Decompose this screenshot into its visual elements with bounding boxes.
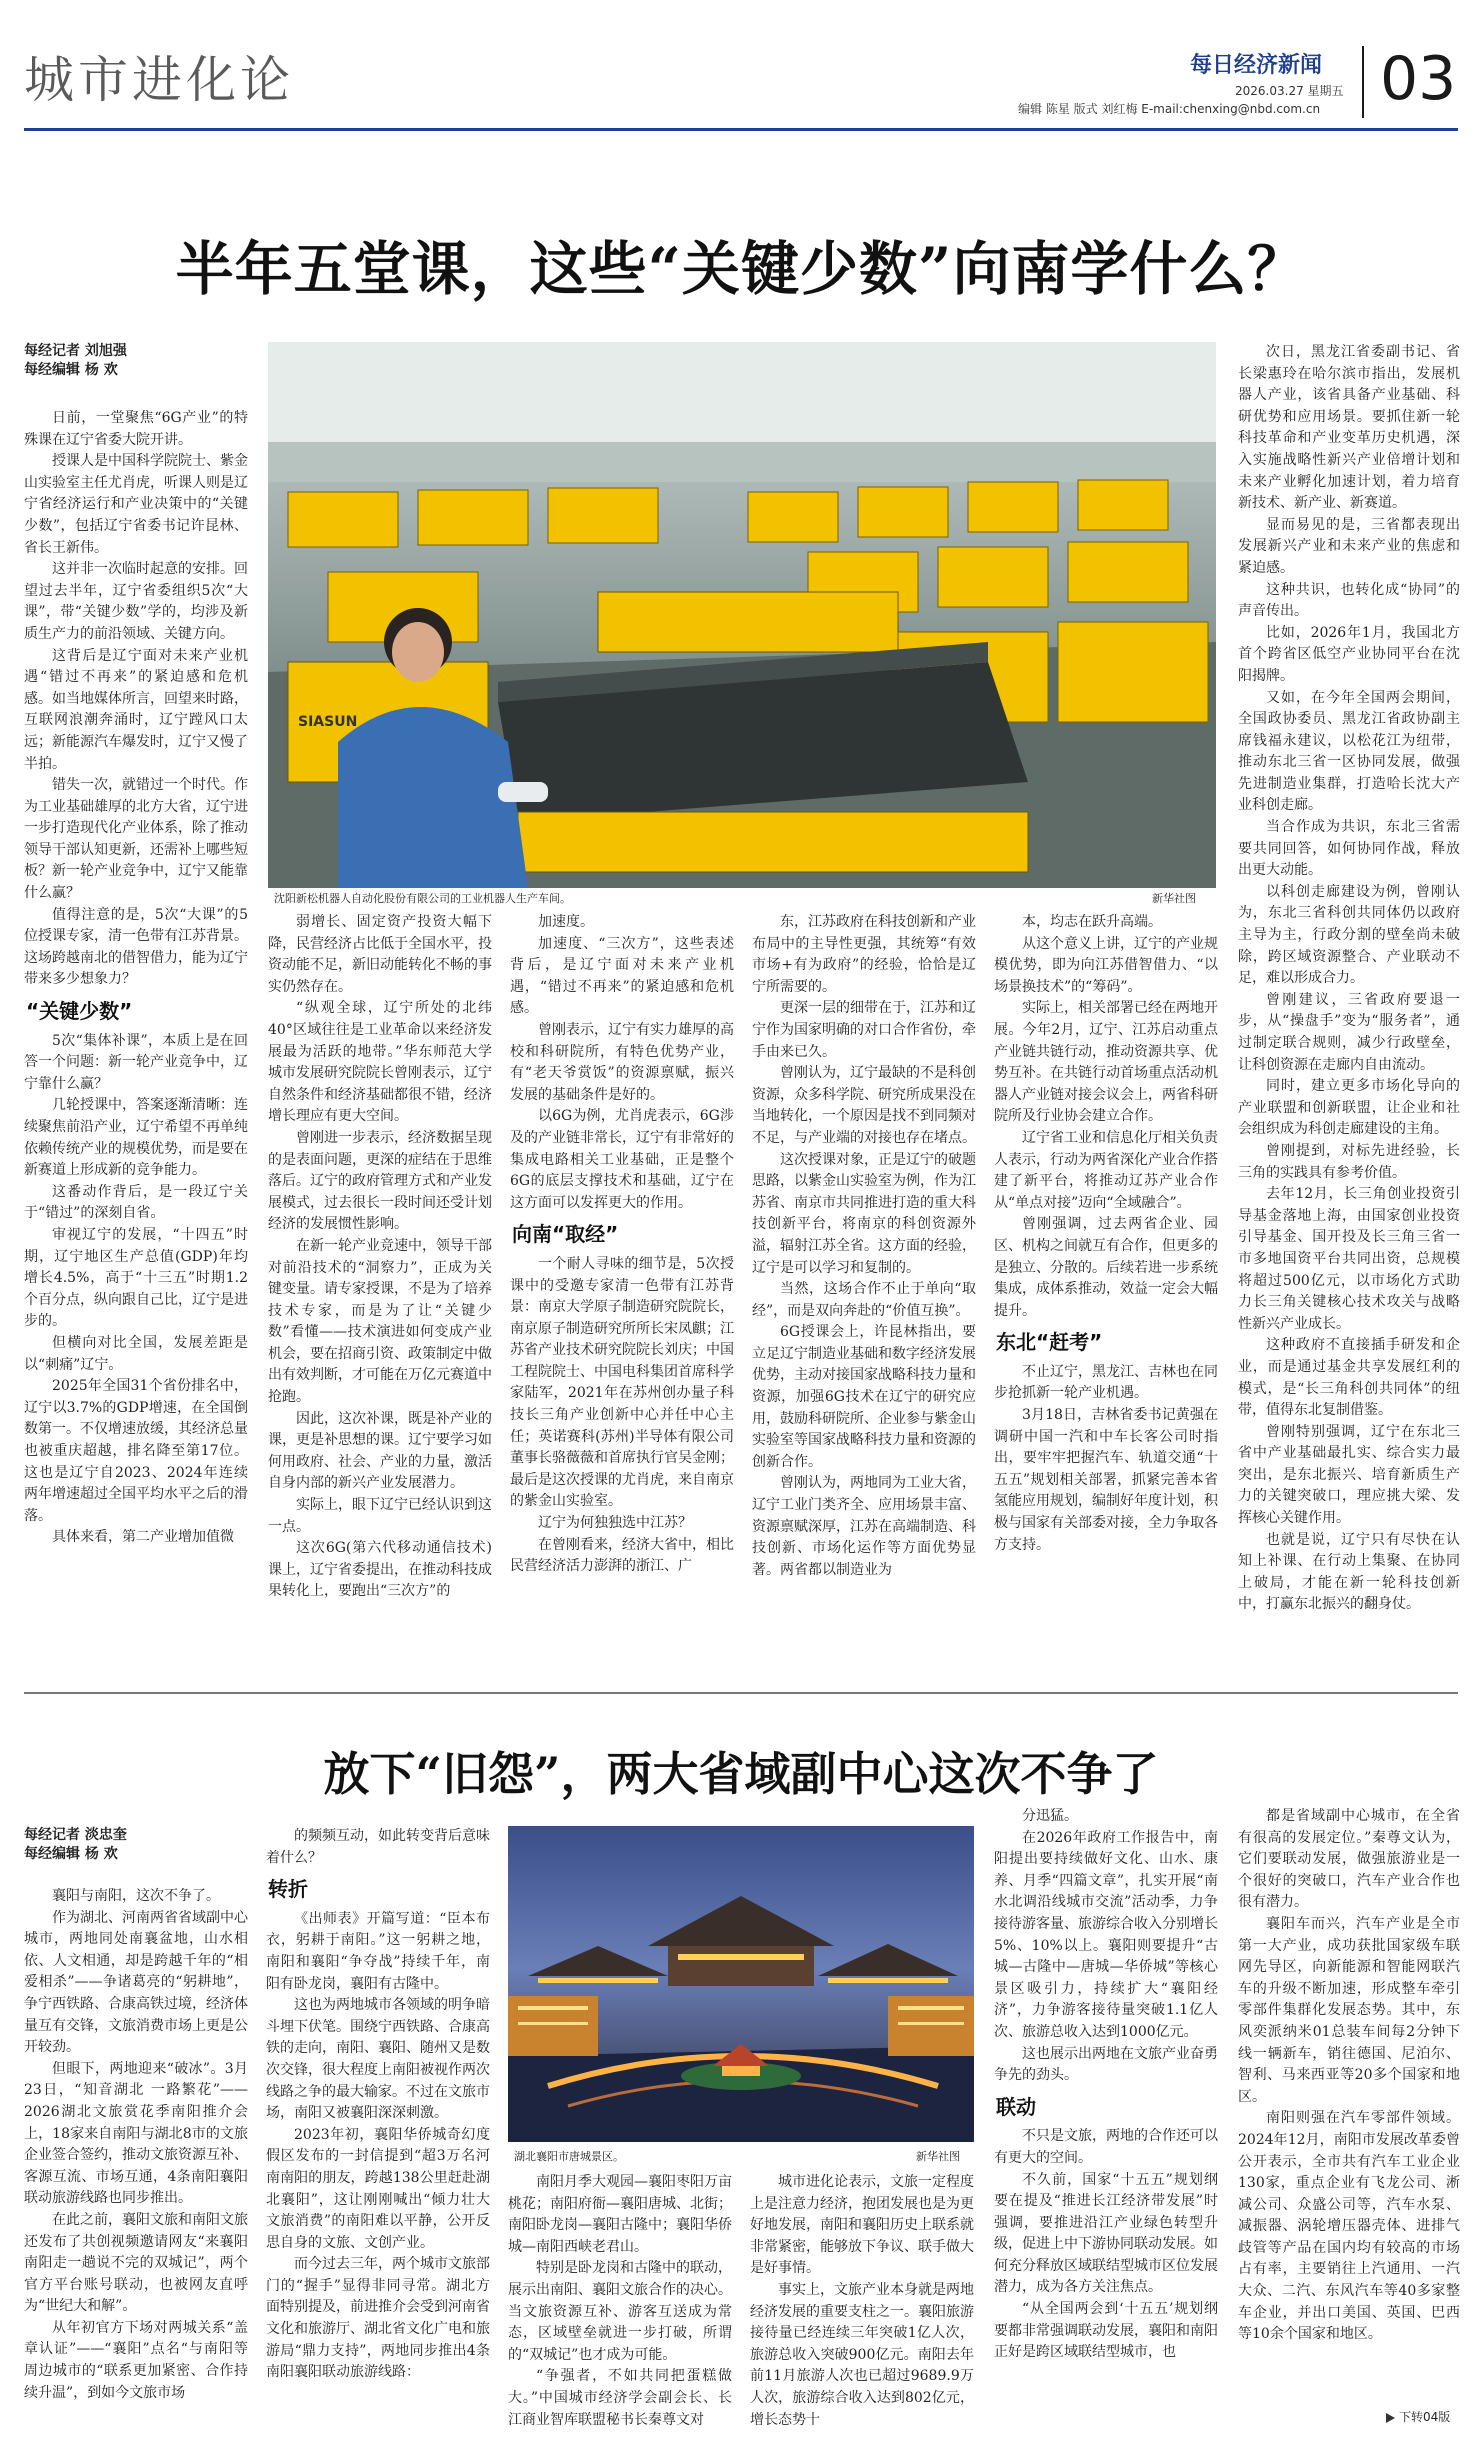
paragraph: 曾刚建议，三省政府要退一步，从“操盘手”变为“服务者”，通过制定联合规则，减少行政壁垒，让科创资源在走廊内自由流动。 [1238, 991, 1460, 1073]
story1-col4 [752, 912, 976, 1680]
paragraph: 加速度、“三次方”，这些表述背后，是辽宁面对未来产业机遇，“错过不再来”的紧迫感和危机感。 [510, 935, 734, 1017]
story1-col1 [24, 408, 248, 1680]
story2-col1 [24, 1886, 248, 2400]
paragraph: 本，均志在跃升高端。 [1022, 914, 1162, 930]
paragraph: 这种政府不直接插手研发和企业，而是通过基金共享发展红利的模式，是“长三角科创共同体”的纽带，值得东北复制借鉴。 [1238, 1337, 1460, 1419]
paragraph: 在曾刚看来，经济大省中，相比民营经济活力澎湃的浙江、广 [510, 1536, 734, 1575]
paragraph: 曾刚进一步表示，经济数据呈现的是表面问题，更深的症结在于思维落后。辽宁的政府管理方式和产业发展模式，过去很长一段时间还受计划经济的发展惯性影响。 [268, 1129, 492, 1233]
issue-date: 2026.03.27 星期五 [1235, 84, 1344, 98]
paragraph: 而今过去三年，两个城市文旅部门的“握手”显得非同寻常。湖北方面特别提及，前进推介会受到河南省文化和旅游厅、湖北省文化广电和旅游局“鼎力支持”，两地同步推出4条南阳襄阳联动旅游线路： [266, 2256, 490, 2381]
paragraph: 这次6G(第六代移动通信技术)课上，辽宁省委提出，在推动科技成果转化上，要跑出“三次方”的 [268, 1540, 492, 1600]
subheading: 向南“取经” [512, 1222, 619, 1247]
paper-name: 每日经济新闻 [1190, 53, 1323, 78]
paragraph: 当合作成为共识，东北三省需要共同回答，如何协同作战，释放出更大动能。 [1238, 819, 1460, 879]
paragraph: 不止辽宁，黑龙江、吉林也在同步抢抓新一轮产业机遇。 [994, 1363, 1218, 1402]
subheading: 联动 [996, 2094, 1036, 2119]
paragraph: 弱增长、固定资产投资大幅下降，民营经济占比低于全国水平，投资动能不足，新旧动能转化不畅的事实仍然存在。 [268, 914, 492, 995]
paragraph: 2025年全国31个省份排名中，辽宁以3.7%的GDP增速，在全国倒数第一。不仅增速放缓，其经济总量也被重庆超越，排名降至第17位。这也是辽宁自2023、2024年连续两年增速超过全国平均水平之后的滑落。 [24, 1378, 248, 1524]
paragraph: 曾刚认为，两地同为工业大省，辽宁工业门类齐全、应用场景丰富、资源禀赋深厚，江苏在高端制造、科技创新、市场化运作等方面优势显著。两省都以制造业为 [752, 1475, 976, 1578]
masthead-divider [1362, 46, 1364, 118]
story1-col6 [1238, 342, 1460, 1680]
paragraph: 当然，这场合作不止于单向“取经”，而是双向奔赴的“价值互换”。 [752, 1281, 976, 1319]
paragraph: 次日，黑龙江省委副书记、省长梁惠玲在哈尔滨市指出，发展机器人产业，该省具备产业基础、科研优势和应用场景。要抓住新一轮科技革命和产业变革历史机遇，深入实施战略性新兴产业倍增计划和未来产业孵化加速计划，着力培育新技术、新产业、新赛道。 [1238, 344, 1460, 512]
story2-col5 [994, 1806, 1218, 2400]
paragraph: 又如，在今年全国两会期间，全国政协委员、黑龙江省政协副主席钱福永建议，以松花江为纽带，推动东北三省一区协同发展，做强先进制造业集群，打造哈长沈大产业科创走廊。 [1238, 689, 1460, 814]
story2-byline [24, 1826, 127, 1864]
paragraph: 襄阳与南阳，这次不争了。 [52, 1888, 220, 1904]
paragraph: 加速度。 [538, 914, 594, 930]
paragraph: 这种共识，也转化成“协同”的声音传出。 [1238, 581, 1460, 620]
story1-headline: 半年五堂课，这些“关键少数”向南学什么？ [175, 235, 1307, 303]
paragraph: 南阳月季大观园—襄阳枣阳万亩桃花；南阳府衙—襄阳唐城、北街；南阳卧龙岗—襄阳古隆中；襄阳华侨城—南阳西峡老君山。 [508, 2174, 732, 2255]
story2-photo-credit: 新华社图 [916, 2150, 960, 2163]
paragraph: 也就是说，辽宁只有尽快在认知上补课、在行动上集聚、在协同上破局，才能在新一轮科技创新中，打赢东北振兴的翻身仗。 [1238, 1531, 1460, 1613]
story1-col5 [994, 912, 1218, 1680]
paragraph: 都是省域副中心城市，在全省有很高的发展定位。”秦尊文认为，它们要联动发展，做强旅游业是一个很好的突破口，汽车产业合作也很有潜力。 [1238, 1808, 1460, 1911]
story1-photo [268, 342, 1216, 888]
paragraph: 曾刚强调，过去两省企业、园区、机构之间就互有合作，但更多的是独立、分散的。后续若进一步系统集成，成体系推动，效益一定会大幅提升。 [994, 1216, 1218, 1319]
section-title: 城市进化论 [24, 51, 294, 109]
paragraph: 值得注意的是，5次“大课”的5位授课专家，清一色带有江苏背景。这场跨越南北的借智借力，能为辽宁带来多少想象力？ [24, 906, 248, 988]
arrow-right-icon [1386, 2413, 1395, 2423]
paragraph: 事实上，文旅产业本身就是两地经济发展的重要支柱之一。襄阳旅游接待量已经连续三年突破1亿人次，旅游总收入突破900亿元。南阳去年前11月旅游人次也已超过9689.9万人次，旅游综合收入达到802亿元，增长态势十 [750, 2281, 974, 2428]
paragraph: 这背后是辽宁面对未来产业机遇“错过不再来”的紧迫感和危机感。如当地媒体所言，回望来时路，互联网浪潮奔涌时，辽宁蹚风口太远；新能源汽车爆发时，辽宁又慢了半拍。 [24, 647, 248, 772]
paragraph: 辽宁为何独独选中江苏？ [538, 1515, 692, 1532]
paragraph: 从年初官方下场对两城关系“盖章认证”——“襄阳”点名“与南阳等周边城市的“联系更加紧密、合作持续升温”，到如今文旅市场 [24, 2319, 248, 2401]
subheading: 转折 [268, 1877, 308, 1902]
paragraph: 一个耐人寻味的细节是，5次授课中的受邀专家清一色带有江苏背景：南京大学原子制造研究院院长，南京原子制造研究所所长宋凤麒；江苏省产业技术研究院院长刘庆；中国工程院院士、中国电科集团首席科学家陆军，2021年在苏州创办量子科技长三角产业创新中心并任中心主任；英诺赛科(苏州)半导体有限公司董事长骆薇薇和首席执行官吴金刚；最后是这次授课的尤肖虎，来自南京的紫金山实验室。 [510, 1255, 734, 1510]
masthead-rule [24, 128, 1458, 131]
paragraph: 南阳则强在汽车零部件领域。2024年12月，南阳市发展改革委曾公开表示，全市共有汽车工业企业130家，重点企业有飞龙公司、淅减公司、众盛公司等，汽车水泵、减振器、涡轮增压器壳体、进排气歧管等产品在国内均有较高的市场占有率，主要销往上汽通用、一汽大众、二汽、东风汽车等40多家整车企业，并出口美国、英国、巴西等10余个国家和地区。 [1238, 2110, 1460, 2343]
paragraph: 同时，建立更多市场化导向的产业联盟和创新联盟，让企业和社会组织成为科创走廊建设的主角。 [1238, 1078, 1460, 1138]
paragraph: 具体来看，第二产业增加值微 [52, 1529, 234, 1546]
paragraph: 显而易见的是，三省都表现出发展新兴产业和未来产业的焦虑和紧迫感。 [1238, 516, 1460, 576]
paragraph: 几轮授课中，答案逐渐清晰：连续聚焦前沿产业，辽宁希望不再单纯依赖传统产业的规模优势，而是要在新赛道上形成新的竞争能力。 [24, 1097, 248, 1179]
paragraph: 这也展示出两地在文旅产业奋勇争先的劲头。 [994, 2045, 1218, 2084]
paragraph: 在新一轮产业竞速中，领导干部对前沿技术的“洞察力”，正成为关键变量。请专家授课，不是为了培养技术专家，而是为了让“关键少数”看懂——技术演进如何变成产业机会，要在招商引资、政策制定中做出有效判断，才可能在万亿元赛道中抢跑。 [268, 1237, 492, 1406]
story-divider [24, 1692, 1458, 1694]
paragraph: 特别是卧龙岗和古隆中的联动，展示出南阳、襄阳文旅合作的决心。当文旅资源互补、游客互送成为常态，区域壁垒就进一步打破，所谓的“双城记”也才成为可能。 [508, 2260, 732, 2363]
paragraph: 以6G为例，尤肖虎表示，6G涉及的产业链非常长，辽宁有非常好的集成电路相关工业基础，正是整个6G的底层支撑技术和基础，辽宁在这方面可以发挥更大的作用。 [510, 1108, 734, 1211]
paragraph: 去年12月，长三角创业投资引导基金落地上海，由国家创业投资引导基金、国开投及长三角三省一市多地国资平台共同出资，总规模将超过500亿元，以市场化方式助力长三角关键核心技术攻关与战略性新兴产业成长。 [1238, 1186, 1460, 1332]
story1-col2 [268, 912, 492, 1680]
page-number: 03 [1380, 44, 1457, 114]
paragraph: 襄阳车而兴，汽车产业是全市第一大产业，成功获批国家级车联网先导区，向新能源和智能网联汽车的升级不断加速，形成整车牵引零部件集群化发展态势。其中，东风奕派纳米01总装车间每2分钟下线一辆新车，销往德国、尼泊尔、智利、马来西亚等20多个国家和地区。 [1238, 1915, 1460, 2105]
paragraph: 城市进化论表示，文旅一定程度上是注意力经济，抱团发展也是为更好地发展，南阳和襄阳历史上联系就非常紧密，能够放下争议、联手做大是好事情。 [750, 2174, 974, 2277]
siasun-logo: SIASUN [298, 714, 358, 730]
paragraph: 因此，这次补课，既是补产业的课，更是补思想的课。辽宁要学习如何用政府、社会、产业的力量，激活自身内部的新兴产业发展潜力。 [268, 1410, 492, 1492]
story1-reporter: 每经记者 刘旭强 [24, 343, 127, 359]
paragraph: 辽宁省工业和信息化厅相关负责人表示，行动为两省深化产业合作搭建了新平台，将推动辽苏产业合作从“单点对接”迈向“全域融合”。 [994, 1129, 1218, 1211]
story2-col3 [508, 2172, 732, 2428]
paragraph: 授课人是中国科学院院士、紫金山实验室主任尤肖虎，听课人则是辽宁省经济运行和产业决策中的“关键少数”，包括辽宁省委书记许昆林、省长王新伟。 [24, 453, 248, 556]
paragraph: 日前，一堂聚焦“6G产业”的特殊课在辽宁省委大院开讲。 [24, 410, 248, 448]
continued-on-page[interactable] [1386, 2408, 1450, 2425]
story2-reporter: 每经记者 淡忠奎 [24, 1827, 127, 1843]
paragraph: 审视辽宁的发展，“十四五”时期，辽宁地区生产总值(GDP)年均增长4.5%，高于“十三五”时期1.2个百分点，纵向跟自己比，辽宁是进步的。 [24, 1226, 248, 1330]
paragraph: 更深一层的细带在于，江苏和辽宁作为国家明确的对口合作省份，牵手由来已久。 [752, 1000, 976, 1060]
paragraph: 5次“集体补课”，本质上是在回答一个问题：新一轮产业竞争中，辽宁靠什么赢？ [24, 1032, 248, 1092]
paragraph: 以科创走廊建设为例，曾刚认为，东北三省科创共同体仍以政府主导为主，行政分割的壁垒尚未破除，跨区域资源整合、产业联动不足，难以形成合力。 [1238, 883, 1460, 987]
paragraph: 曾刚提到，对标先进经验，长三角的实践具有参考价值。 [1238, 1142, 1460, 1181]
paragraph: “纵观全球，辽宁所处的北纬40°区域往往是工业革命以来经济发展最为活跃的地带。”华东师范大学城市发展研究院院长曾刚表示，辽宁自然条件和经济基础都很不错，经济增长理应有更大空间。 [268, 1000, 492, 1125]
paragraph: 曾刚特别强调，辽宁在东北三省中产业基础最扎实、综合实力最突出，是东北振兴、培育新质生产力的关键突破口，理应挑大梁、发挥核心关键作用。 [1238, 1423, 1460, 1527]
paragraph: “争强者，不如共同把蛋糕做大。”中国城市经济学会副会长、长江商业智库联盟秘书长秦尊文对 [508, 2368, 732, 2428]
paragraph: 错失一次，就错过一个时代。作为工业基础雄厚的北方大省，辽宁进一步打造现代化产业体系，除了推动领导干部认知更新，还需补上哪些短板？新一轮产业竞争中，辽宁又能靠什么赢？ [24, 777, 248, 902]
story2-col4 [750, 2172, 974, 2428]
paragraph: 分迅猛。 [1022, 1808, 1078, 1824]
paragraph: 作为湖北、河南两省省域副中心城市，两地同处南襄盆地，山水相依、人文相通，却是跨越千年的“相爱相杀”——争诸葛亮的“躬耕地”，争宁西铁路、合康高铁过境，经济体量互有交锋，文旅消费市场上更是公开较劲。 [24, 1909, 248, 2056]
story1-photo-credit: 新华社图 [1152, 892, 1196, 905]
paragraph: 实际上，眼下辽宁已经认识到这一点。 [268, 1497, 492, 1535]
paragraph: 曾刚表示，辽宁有实力雄厚的高校和科研院所，有特色优势产业，有“老天爷赏饭”的资源禀赋，振兴发展的基础条件是好的。 [510, 1021, 734, 1103]
story1-photo-caption: 沈阳新松机器人自动化股份有限公司的工业机器人生产车间。 [274, 892, 571, 905]
paragraph: 实际上，相关部署已经在两地开展。今年2月，辽宁、江苏启动重点产业链共链行动，推动资源共享、优势互补。在共链行动首场重点活动机器人产业链对接会议会上，两省科研院所及行业协会建立合作。 [994, 1000, 1218, 1125]
story1-byline [24, 342, 127, 380]
paragraph: 曾刚认为，辽宁最缺的不是科创资源，众多科学院、研究所成果没在当地转化，一个原因是找不到同频对不足，与产业端的对接也存在堵点。 [752, 1065, 976, 1146]
story2-editor: 每经编辑 杨 欢 [24, 1846, 118, 1862]
paragraph: 6G授课会上，许昆林指出，要立足辽宁制造业基础和数字经济发展优势，主动对接国家战略科技力量和资源，加强6G技术在辽宁的研究应用，鼓励科研院所、企业参与紫金山实验室等国家战略科技力量和资源的创新合作。 [752, 1324, 976, 1470]
story1-editor: 每经编辑 杨 欢 [24, 362, 118, 378]
paragraph: 从这个意义上讲，辽宁的产业规模优势，即为向江苏借智借力、“以场景换技术”的“筹码”。 [994, 935, 1218, 995]
paragraph: 《出师表》开篇写道：“臣本布衣，躬耕于南阳。”这一躬耕之地，南阳和襄阳“争夺战”持续千年，南阳有卧龙岗，襄阳有古隆中。 [266, 1910, 490, 1992]
story2-col6 [1238, 1806, 1460, 2400]
paragraph: 这也为两地城市各领域的明争暗斗埋下伏笔。围绕宁西铁路、合康高铁的走向，南阳、襄阳、随州又是数次交锋，很大程度上南阳被视作两次线路之争的最大输家。不过在文旅市场，南阳又被襄阳深深刺激。 [266, 1997, 490, 2122]
paragraph: 东，江苏政府在科技创新和产业布局中的主导性更强，其统筹“有效市场+有为政府”的经验，恰恰是辽宁所需要的。 [752, 914, 976, 995]
story2-headline: 放下“旧怨”，两大省域副中心这次不争了 [323, 1747, 1159, 1801]
story2-col2 [266, 1826, 490, 2400]
paragraph: “从全国两会到‘十五五’规划纲要都非常强调联动发展，襄阳和南阳正好是跨区域联结型城市，也 [994, 2301, 1218, 2361]
paragraph: 在此之前，襄阳文旅和南阳文旅还发布了共创视频邀请网友“来襄阳南阳走一趟说不完的双城记”，两个官方平台账号联动，也被网友直呼为“世纪大和解”。 [24, 2211, 248, 2315]
paragraph: 的频频互动，如此转变背后意味着什么？ [266, 1828, 490, 1866]
paragraph: 这次授课对象，正是辽宁的破题思路，以紫金山实验室为例，作为江苏省、南京市共同推进打造的重大科技创新平台，将南京的科创资源外溢，辐射江苏全省。这方面的经验，辽宁是可以学习和复制的。 [752, 1151, 976, 1276]
paragraph: 不只是文旅，两地的合作还可以有更大的空间。 [994, 2128, 1218, 2166]
editor-line: 编辑 陈星 版式 刘红梅 E-mail:chenxing@nbd.com.cn [1018, 102, 1321, 116]
paragraph: 这并非一次临时起意的安排。回望过去半年，辽宁省委组织5次“大课”，带“关键少数”学的，均涉及新质生产力的前沿领域、关键方向。 [24, 561, 248, 642]
story2-photo [508, 1826, 974, 2142]
paragraph: 2023年初，襄阳华侨城奇幻度假区发布的一封信提到“超3万名河南南阳的朋友，跨越138公里赶赴湖北襄阳”，这让刚刚喊出“倾力壮大文旅消费”的南阳难以平静，公开反思自身的文旅、文创产业。 [266, 2126, 490, 2251]
paragraph: 比如，2026年1月，我国北方首个跨省区低空产业协同平台在沈阳揭牌。 [1238, 624, 1460, 684]
story1-col3 [510, 912, 734, 1680]
paragraph: 这番动作背后，是一段辽宁关于“错过”的深刻自省。 [24, 1183, 248, 1222]
subheading: “关键少数” [26, 999, 133, 1024]
paragraph: 在2026年政府工作报告中，南阳提出要持续做好文化、山水、康养、月季“四篇文章”，扎实开展“南水北调沿线城市交流”活动季，力争接待游客量、旅游综合收入分别增长5%、10%以上。襄阳则要提升“古城—古隆中—唐城—华侨城”等核心景区吸引力，持续扩大“襄阳经济”，力争游客接待量突破1.1亿人次、旅游总收入达到1000亿元。 [994, 1829, 1218, 2040]
factory-photo-illustration [268, 342, 1216, 888]
jump-label: 下转04版 [1399, 2410, 1451, 2424]
subheading: 东北“赶考” [996, 1330, 1103, 1355]
tang-city-photo-illustration [508, 1826, 974, 2142]
paragraph: 但眼下，两地迎来“破冰”。3月23日，“知音湖北 一路繁花”——2026湖北文旅赏花季南阳推介会上，18家来自南阳与湖北8市的文旅企业签合签约，推动文旅资源互补、客源互流、市场互通，4条南阳襄阳联动旅游线路也同步推出。 [24, 2060, 248, 2207]
paragraph: 不久前，国家“十五五”规划纲要在提及“推进长江经济带发展”时强调，要推进沿江产业绿色转型升级，促进上中下游协同联动发展。如何充分释放区域联结型城市区位发展潜力，成为各方关注焦点。 [994, 2171, 1218, 2296]
paragraph: 3月18日，吉林省委书记黄强在调研中国一汽和中车长客公司时指出，要牢牢把握汽车、轨道交通“十五五”规划相关部署，抓紧完善本省氢能应用规划，编制好年度计划，积极与国家有关部委对接，全力争取各方支持。 [994, 1407, 1218, 1553]
story2-photo-caption: 湖北襄阳市唐城景区。 [514, 2150, 624, 2163]
paragraph: 但横向对比全国，发展差距是以“刺痛”辽宁。 [24, 1334, 248, 1373]
